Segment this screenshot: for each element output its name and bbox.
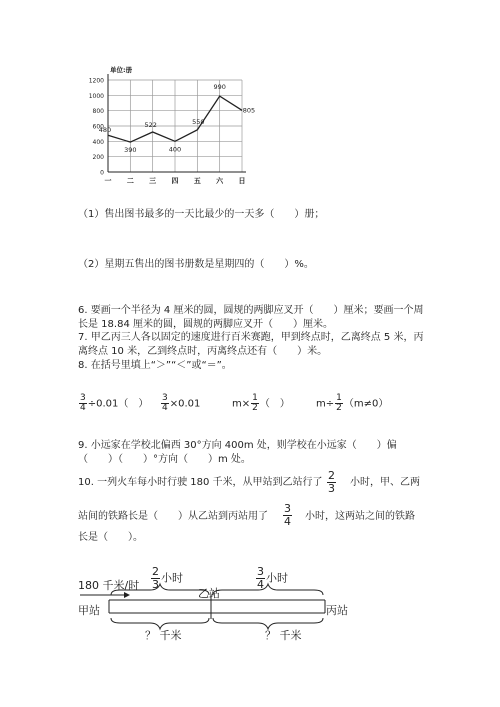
y-tick-label: 1200 [88,77,104,85]
x-tick-label: 四 [171,177,179,185]
x-tick-label: 一 [104,177,112,185]
y-tick-label: 800 [92,108,104,116]
frac-num: 3 [162,393,168,403]
data-label: 480 [98,126,112,135]
question-10-fraction-2 [282,503,293,528]
frac-num: 1 [336,393,342,403]
frac-num: 3 [80,393,86,403]
question-10-part-b: 小时，甲、乙两 [350,477,420,488]
question-10-part-d: 小时，这两站之间的铁路 [305,511,415,522]
question-8-item-d [316,394,388,413]
question-6-line-1: 6. 要画一个半径为 4 厘米的圆，圆规的两脚应叉开（ ）厘米；要画一个周 [78,305,424,316]
question-7-line-1: 7. 甲乙丙三人各以固定的速度进行百米赛跑，甲到终点时，乙离终点 5 米，丙 [78,332,424,343]
time-label-2 [255,566,288,591]
x-tick-label: 五 [193,177,201,185]
question-10-part-e: 长是（ ）。 [78,532,143,543]
data-label: 400 [168,145,182,154]
y-tick-label: 200 [92,154,104,162]
frac-den: 3 [152,578,159,591]
frac-den: 4 [284,515,291,528]
question-8-item-c [232,394,290,413]
frac-den: 2 [336,403,342,413]
data-label: 990 [213,83,226,92]
frac-den: 4 [80,403,86,413]
time-unit: 小时 [161,571,183,585]
frac-num: 3 [284,502,291,515]
question-10-part-a: 10. 一列火车每小时行驶 180 千米，从甲站到乙站行了 [78,477,323,488]
data-label: 550 [192,117,205,126]
question-7-line-2: 离终点 10 米，乙到终点时，丙离终点还有（ ）米。 [78,346,328,357]
distance-label-2: ？ 千米 [265,629,302,642]
item-text: （m≠0） [343,398,389,410]
frac-num: 1 [252,393,258,403]
data-label: 805 [242,106,256,115]
station-c-label: 丙站 [326,604,348,617]
frac-num: 2 [328,469,335,482]
question-1: （1）售出图书最多的一天比最少的一天多（ ）册； [78,209,325,220]
data-label: 390 [124,146,137,155]
data-label: 522 [144,120,157,129]
frac-den: 3 [328,482,335,495]
line-chart [70,62,256,192]
item-text: m× [232,398,251,410]
station-b-label: 乙站 [198,587,220,600]
question-8-item-a [78,394,148,413]
question-10-part-c: 站间的铁路长是（ ）从乙站到丙站用了 [78,511,268,522]
item-text: （ ） [259,398,290,410]
frac-num: 2 [152,565,159,578]
x-tick-label: 三 [149,177,157,185]
frac-den: 2 [252,403,258,413]
item-text: m÷ [316,398,335,410]
item-text: ÷0.01（ ） [87,398,149,410]
question-2: （2）星期五售出的图书册数是星期四的（ ）%。 [78,259,314,270]
y-tick-label: 600 [92,123,104,131]
y-tick-label: 0 [100,169,104,177]
unit-label: 单位:册 [110,66,133,74]
frac-den: 4 [257,578,264,591]
question-8-item-b [160,394,200,413]
x-tick-label: 六 [216,177,224,185]
y-tick-label: 400 [92,138,104,146]
question-9-line-2: （ ）（ ）°方向（ ）m 处。 [78,454,251,465]
frac-num: 3 [257,565,264,578]
time-unit: 小时 [266,571,288,585]
speed-label: 180 千米/时 [78,579,140,592]
x-tick-label: 二 [126,177,134,185]
time-label-1 [150,566,183,591]
frac-den: 4 [162,403,168,413]
question-10-fraction-1 [326,470,337,495]
item-text: ×0.01 [169,398,201,410]
x-tick-label: 日 [238,177,246,185]
question-6-line-2: 长是 18.84 厘米的圆，圆规的两脚应叉开（ ）厘米。 [78,319,333,330]
question-9-line-1: 9. 小远家在学校北偏西 30°方向 400m 处，则学校在小远家（ ）偏 [78,440,397,451]
distance-label-1: ？ 千米 [145,629,182,642]
station-a-label: 甲站 [78,604,100,617]
question-8: 8. 在括号里填上“＞”“＜”或“＝”。 [78,360,232,371]
y-tick-label: 1000 [88,92,104,100]
